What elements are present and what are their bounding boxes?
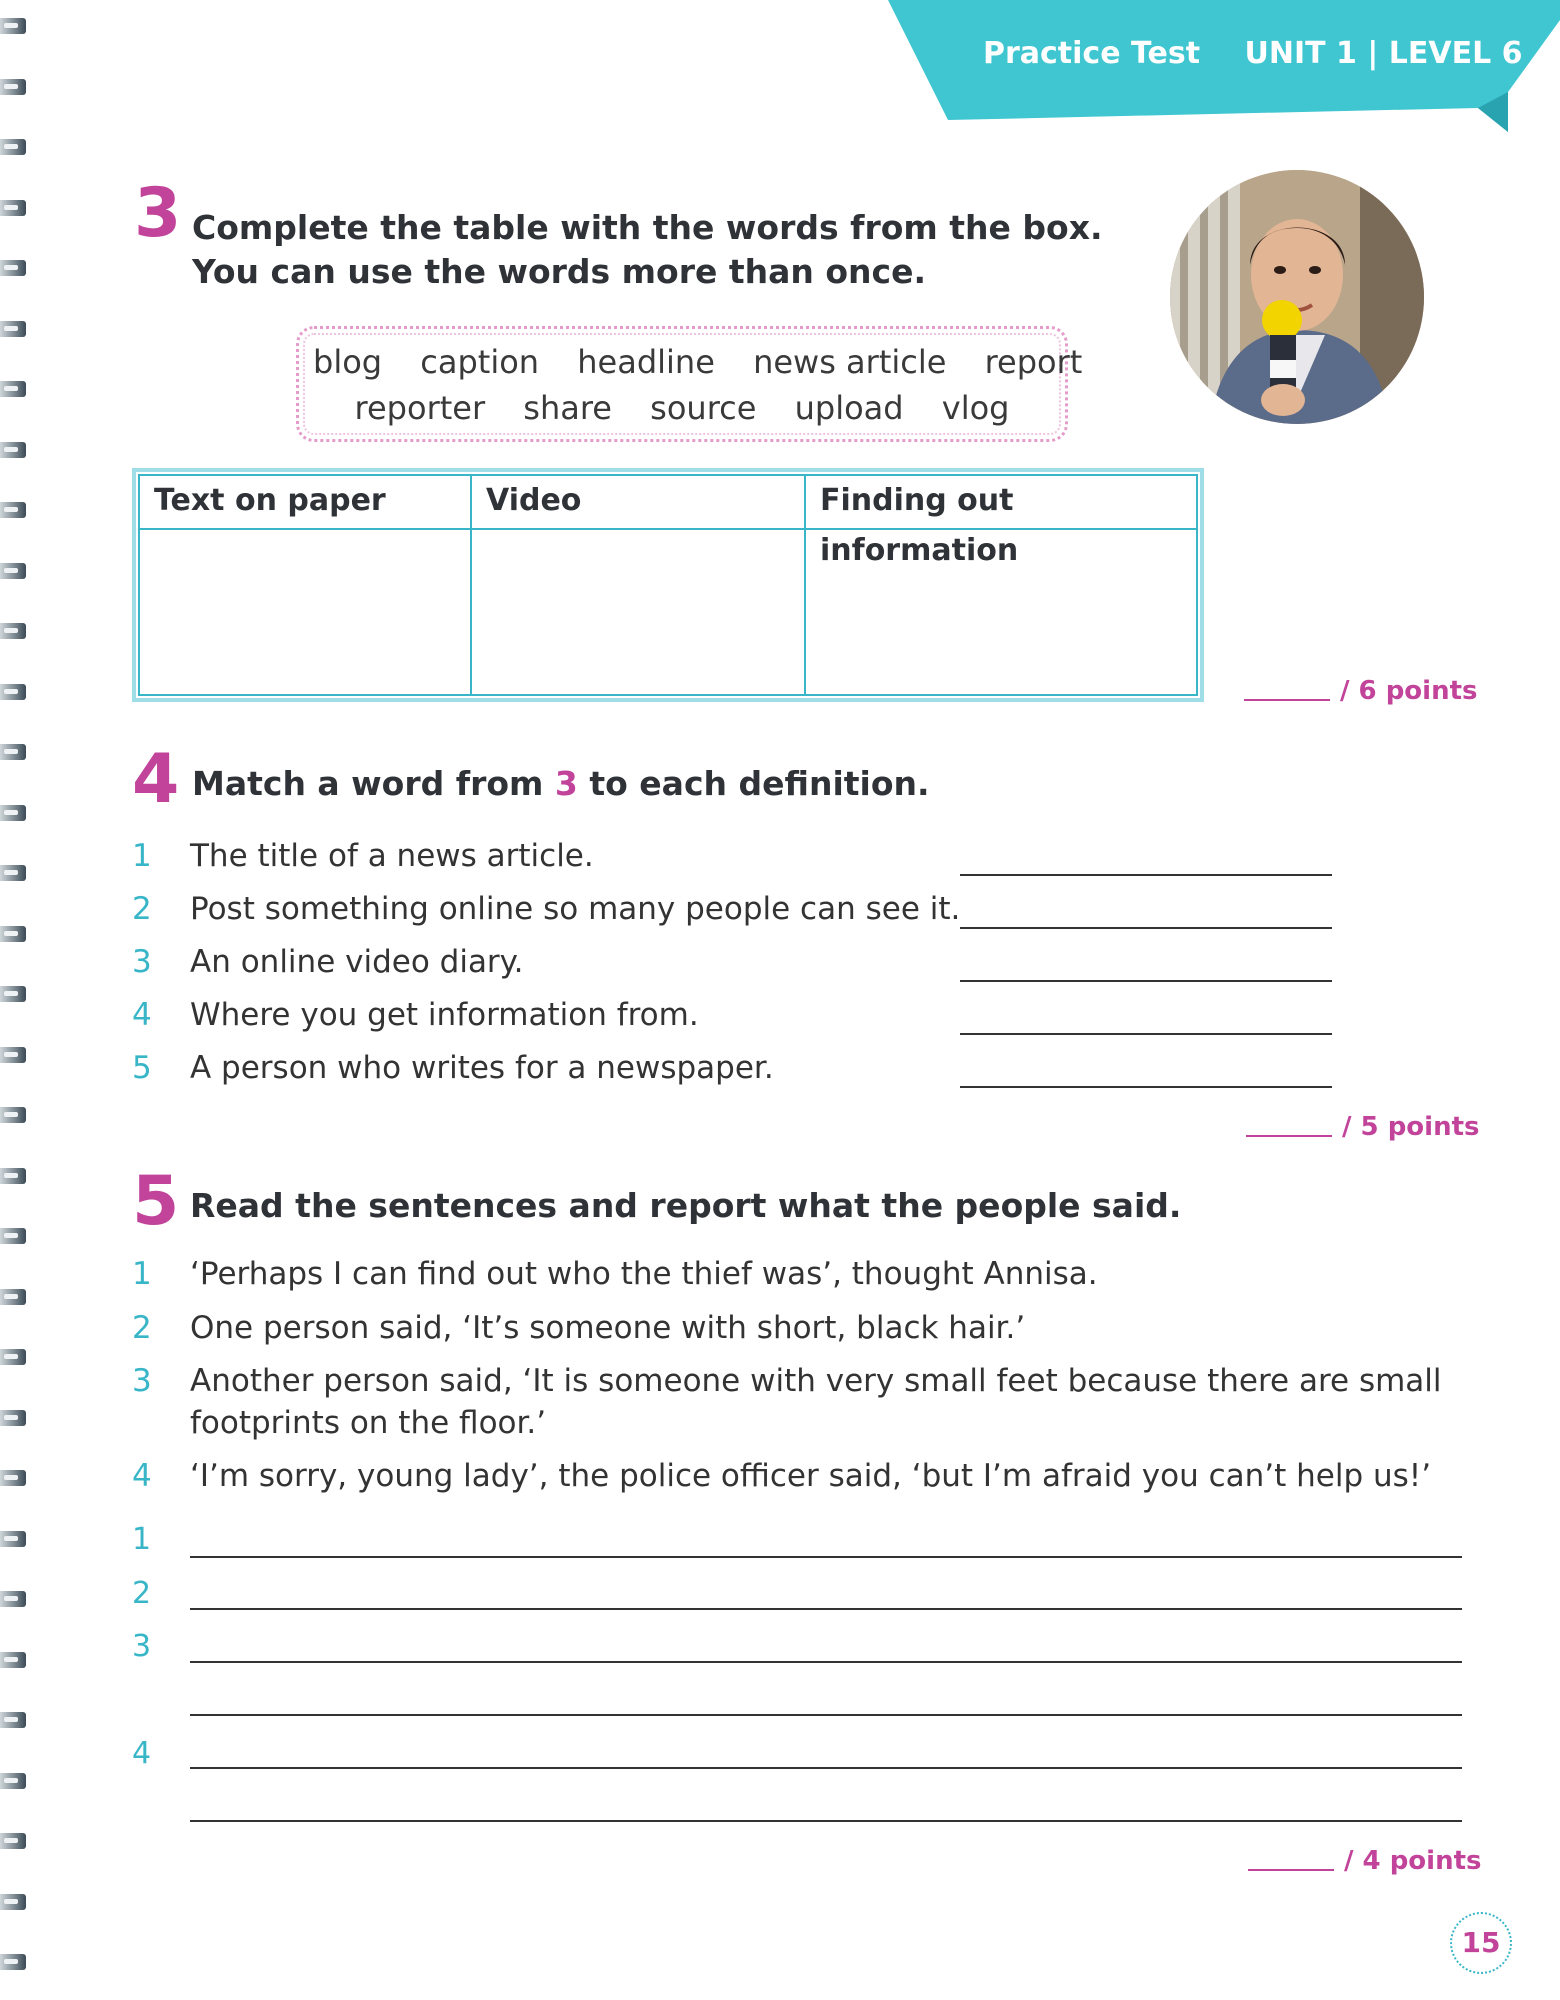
binding-coil xyxy=(0,1531,26,1547)
binding-coil xyxy=(0,442,26,458)
section-3-points xyxy=(1244,676,1478,706)
answer-line[interactable] xyxy=(960,927,1332,929)
item-text: A person who writes for a newspaper. xyxy=(190,1050,774,1086)
score-blank[interactable] xyxy=(1244,699,1330,701)
binding-coil xyxy=(0,381,26,397)
spiral-binding xyxy=(0,0,30,2000)
item-text: ‘Perhaps I can find out who the thief was’, thought Annisa. xyxy=(190,1256,1098,1292)
word-caption: caption xyxy=(420,343,540,381)
word-category-table xyxy=(132,468,1204,702)
section-4-points xyxy=(1246,1112,1480,1142)
item-text-continued: footprints on the floor.’ xyxy=(190,1405,547,1441)
answer-line[interactable] xyxy=(190,1556,1462,1558)
binding-coil xyxy=(0,1954,26,1970)
section-4-number: 4 xyxy=(132,740,180,819)
section-5-points xyxy=(1248,1846,1482,1876)
binding-coil xyxy=(0,1712,26,1728)
item-text: Another person said, ‘It is someone with very small feet because there are small xyxy=(190,1363,1442,1399)
binding-coil xyxy=(0,1107,26,1123)
word-report: report xyxy=(984,343,1083,381)
binding-coil xyxy=(0,865,26,881)
item-number: 3 xyxy=(132,1363,152,1399)
answer-line[interactable] xyxy=(960,874,1332,876)
binding-coil xyxy=(0,1228,26,1244)
section-4-points-label: / 5 points xyxy=(1342,1112,1480,1142)
binding-coil xyxy=(0,1289,26,1305)
score-blank[interactable] xyxy=(1246,1135,1332,1137)
answer-number: 4 xyxy=(132,1736,152,1771)
item-number: 4 xyxy=(132,997,152,1033)
item-number: 3 xyxy=(132,944,152,980)
section-3-title xyxy=(192,206,1103,294)
section-3-points-label: / 6 points xyxy=(1340,676,1478,706)
unit-level-label: UNIT 1 | LEVEL 6 xyxy=(1244,36,1523,71)
item-number: 5 xyxy=(132,1050,152,1086)
binding-coil xyxy=(0,623,26,639)
section-4-title-ref: 3 xyxy=(554,764,578,803)
binding-coil xyxy=(0,986,26,1002)
section-3-title-line1: Complete the table with the words from the box. xyxy=(192,208,1103,247)
page-number: 15 xyxy=(1450,1912,1512,1974)
binding-coil xyxy=(0,1833,26,1849)
section-4-title xyxy=(192,762,930,806)
word-upload: upload xyxy=(794,389,904,427)
binding-coil xyxy=(0,79,26,95)
item-number: 4 xyxy=(132,1458,152,1494)
item-text: ‘I’m sorry, young lady’, the police officer said, ‘but I’m afraid you can’t help us!’ xyxy=(190,1458,1432,1494)
binding-coil xyxy=(0,1410,26,1426)
table-cell-text-on-paper[interactable] xyxy=(140,530,470,694)
answer-line[interactable] xyxy=(190,1767,1462,1769)
binding-coil xyxy=(0,1591,26,1607)
table-header-video: Video xyxy=(486,483,582,518)
item-number: 1 xyxy=(132,838,152,874)
answer-number: 1 xyxy=(132,1522,152,1557)
reporter-photo xyxy=(1170,170,1424,424)
word-box xyxy=(296,326,1083,442)
binding-coil xyxy=(0,18,26,34)
section-3-number: 3 xyxy=(134,174,182,253)
score-blank[interactable] xyxy=(1248,1869,1334,1871)
answer-line[interactable] xyxy=(190,1714,1462,1716)
section-3-title-line2: You can use the words more than once. xyxy=(192,252,927,291)
word-news-article: news article xyxy=(753,343,947,381)
table-header-text-on-paper: Text on paper xyxy=(154,483,386,518)
item-text: The title of a news article. xyxy=(190,838,594,874)
item-number: 2 xyxy=(132,1310,152,1346)
binding-coil xyxy=(0,1773,26,1789)
word-share: share xyxy=(523,389,612,427)
binding-coil xyxy=(0,1168,26,1184)
binding-coil xyxy=(0,684,26,700)
binding-coil xyxy=(0,1652,26,1668)
practice-test-label: Practice Test xyxy=(983,36,1201,71)
answer-line[interactable] xyxy=(190,1820,1462,1822)
binding-coil xyxy=(0,139,26,155)
section-4-title-pre: Match a word from xyxy=(192,764,555,803)
answer-number: 2 xyxy=(132,1576,152,1611)
item-text: Where you get information from. xyxy=(190,997,699,1033)
section-5-points-label: / 4 points xyxy=(1344,1846,1482,1876)
binding-coil xyxy=(0,1047,26,1063)
answer-line[interactable] xyxy=(960,980,1332,982)
table-header-finding-out-information: Finding out information xyxy=(820,483,1019,568)
binding-coil xyxy=(0,260,26,276)
item-number: 1 xyxy=(132,1256,152,1292)
section-4-title-post: to each definition. xyxy=(577,764,930,803)
table-cell-video[interactable] xyxy=(472,530,804,694)
answer-number: 3 xyxy=(132,1629,152,1664)
word-headline: headline xyxy=(577,343,715,381)
binding-coil xyxy=(0,805,26,821)
binding-coil xyxy=(0,1470,26,1486)
word-vlog: vlog xyxy=(941,389,1010,427)
binding-coil xyxy=(0,321,26,337)
answer-line[interactable] xyxy=(190,1608,1462,1610)
answer-line[interactable] xyxy=(960,1033,1332,1035)
word-reporter: reporter xyxy=(354,389,486,427)
binding-coil xyxy=(0,926,26,942)
word-box-row-2 xyxy=(299,389,1065,427)
section-5-title: Read the sentences and report what the people said. xyxy=(190,1186,1182,1225)
item-text: An online video diary. xyxy=(190,944,524,980)
binding-coil xyxy=(0,502,26,518)
item-number: 2 xyxy=(132,891,152,927)
section-5-number: 5 xyxy=(132,1162,180,1241)
answer-line[interactable] xyxy=(190,1661,1462,1663)
item-text: One person said, ‘It’s someone with short, black hair.’ xyxy=(190,1310,1026,1346)
binding-coil xyxy=(0,563,26,579)
binding-coil xyxy=(0,1894,26,1910)
answer-line[interactable] xyxy=(960,1086,1332,1088)
table-cell-finding-out-information[interactable] xyxy=(806,530,1196,694)
word-blog: blog xyxy=(313,343,383,381)
word-box-row-1 xyxy=(299,343,1083,381)
word-source: source xyxy=(650,389,757,427)
item-text: Post something online so many people can see it. xyxy=(190,891,961,927)
binding-coil xyxy=(0,200,26,216)
header-banner xyxy=(888,0,1560,120)
binding-coil xyxy=(0,744,26,760)
binding-coil xyxy=(0,1349,26,1365)
